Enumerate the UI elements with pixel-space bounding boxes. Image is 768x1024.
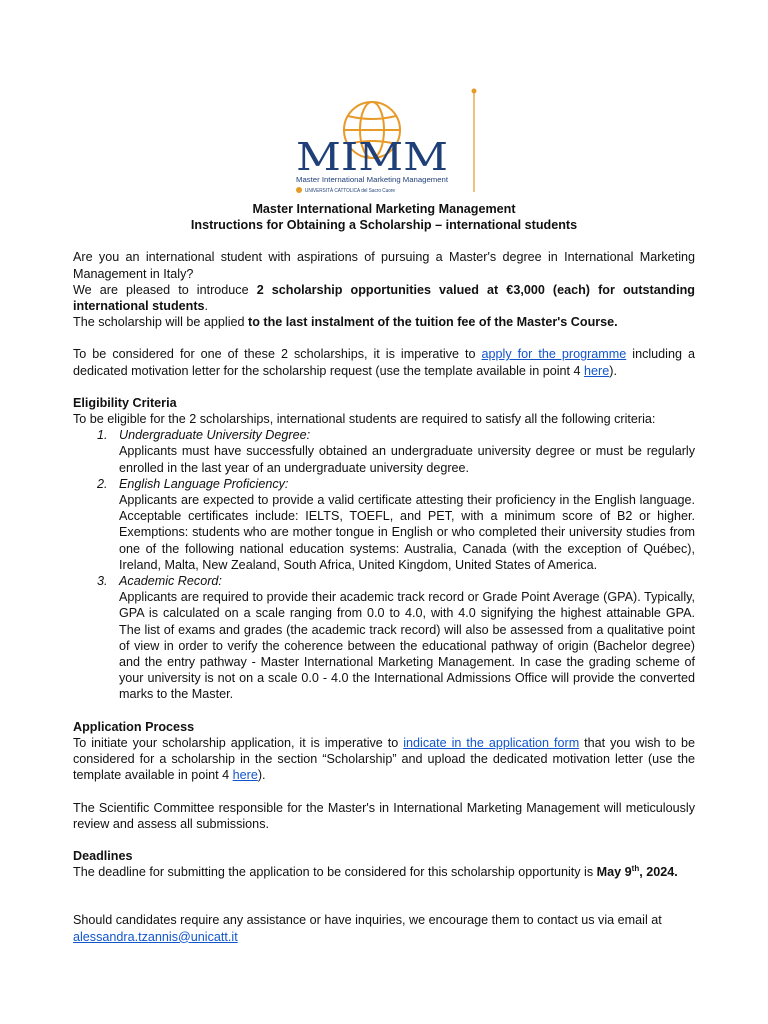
item-text: Applicants are required to provide their academic track record or Grade Point Average (GPA). Typically, GPA is calculated on a scale ranging from 0.0 to 4.0, with 4.0 signifying the highest attainable GPA. The list of exams and grades (the academic track record) will also be assessed from a qualitative point of view in order to verify the coherence between the educational pathway of origin (Bachelor degree) and the entry pathway - Master International Marketing Management. In case the grading scheme of your university is not on a scale 0.0 - 4.0 the International Admissions Office will provide the converted marks to the Master. <box>119 590 695 702</box>
deadline-text: The deadline for submitting the application to be considered for this scholarship opportunity is <box>73 865 597 880</box>
item-number: 2. <box>97 476 108 491</box>
deadline-year: , 2024. <box>639 865 678 880</box>
logo-wordmark: MIMM <box>296 135 448 179</box>
consider-text: To be considered for one of these 2 scholarships, it is imperative to <box>73 347 482 362</box>
deadline-day: May 9 <box>596 865 632 880</box>
intro-period: . <box>204 299 209 314</box>
apply-programme-link[interactable]: apply for the programme <box>481 347 627 362</box>
application-text: To initiate your scholarship application, it is imperative to <box>73 735 404 750</box>
committee-paragraph: The Scientific Committee responsible for the Master's in International Marketing Management will meticulously review and assess all submissions. <box>73 800 695 831</box>
list-item <box>73 476 695 573</box>
consider-paragraph <box>73 346 695 378</box>
deadline-paragraph <box>73 864 695 880</box>
university-seal-icon <box>296 187 302 193</box>
consider-text: including a dedicated motivation letter for the scholarship request (use the template available in point 4 <box>73 347 695 378</box>
template-here-link[interactable]: here <box>584 363 610 378</box>
document-title: Master International Marketing Management <box>252 202 516 216</box>
eligibility-intro: To be eligible for the 2 scholarships, international students are required to satisfy all the following criteria: <box>73 412 656 427</box>
item-text: Applicants are expected to provide a valid certificate attesting their proficiency in the English language. Acceptable certificates include: IELTS, TOEFL, and PET, with a minimum score of B2 or higher. Exemptions: students who are mother tongue in English or who completed their university studies from one of the following national education systems: Australia, Canada (with the exception of Québec), Ireland, Malta, New Zealand, South Africa, United Kingdom, United States of America. <box>119 493 695 572</box>
item-title: English Language Proficiency: <box>119 476 289 491</box>
item-text: Applicants must have successfully obtained an undergraduate university degree or must be regularly enrolled in the last year of an undergraduate university degree. <box>119 444 695 475</box>
deadlines-heading: Deadlines <box>73 848 133 863</box>
eligibility-list <box>73 427 695 702</box>
logo-university: UNIVERSITÀ CATTOLICA del Sacro Cuore <box>305 188 402 194</box>
application-text: that you wish to be considered for a scholarship in the section “Scholarship” and upload the dedicated motivation letter (use the template available in point 4 <box>73 735 695 783</box>
item-title: Undergraduate University Degree: <box>119 428 311 443</box>
consider-text: ). <box>609 363 617 378</box>
item-number: 3. <box>97 574 108 589</box>
application-text: ). <box>257 768 266 783</box>
tuition-note: to the last instalment of the tuition fee of the Master's Course. <box>248 315 618 330</box>
contact-paragraph: Should candidates require any assistance or have inquiries, we encourage them to contact us via email at <box>73 913 662 928</box>
accent-dot <box>472 89 477 94</box>
template-here-link[interactable]: here <box>232 768 258 783</box>
deadline-date <box>597 865 678 879</box>
logo-subtitle: Master International Marketing Management <box>296 177 449 184</box>
scholarship-offer: 2 scholarship opportunities valued at €3,000 (each) for outstanding international students <box>73 282 695 314</box>
document-body <box>73 201 695 945</box>
mimm-logo <box>288 86 480 196</box>
intro-text: We are pleased to introduce <box>73 282 257 297</box>
intro-paragraph-3 <box>73 314 695 330</box>
document-subtitle: Instructions for Obtaining a Scholarship – international students <box>190 218 578 233</box>
application-paragraph <box>73 735 695 784</box>
list-item <box>73 427 695 476</box>
contact-email-line <box>73 929 695 945</box>
item-title: Academic Record: <box>119 574 222 589</box>
contact-email-link[interactable]: alessandra.tzannis@unicatt.it <box>73 929 238 944</box>
deadline-suffix: th <box>631 863 640 873</box>
list-item <box>73 573 695 703</box>
intro-paragraph-2 <box>73 282 695 314</box>
application-form-link[interactable]: indicate in the application form <box>403 735 580 750</box>
intro-text: The scholarship will be applied <box>73 315 249 330</box>
intro-paragraph-1: Are you an international student with aspirations of pursuing a Master's degree in International Marketing Management in Italy? <box>73 250 695 281</box>
eligibility-heading: Eligibility Criteria <box>73 395 177 410</box>
item-number: 1. <box>97 428 108 443</box>
application-heading: Application Process <box>73 719 195 734</box>
